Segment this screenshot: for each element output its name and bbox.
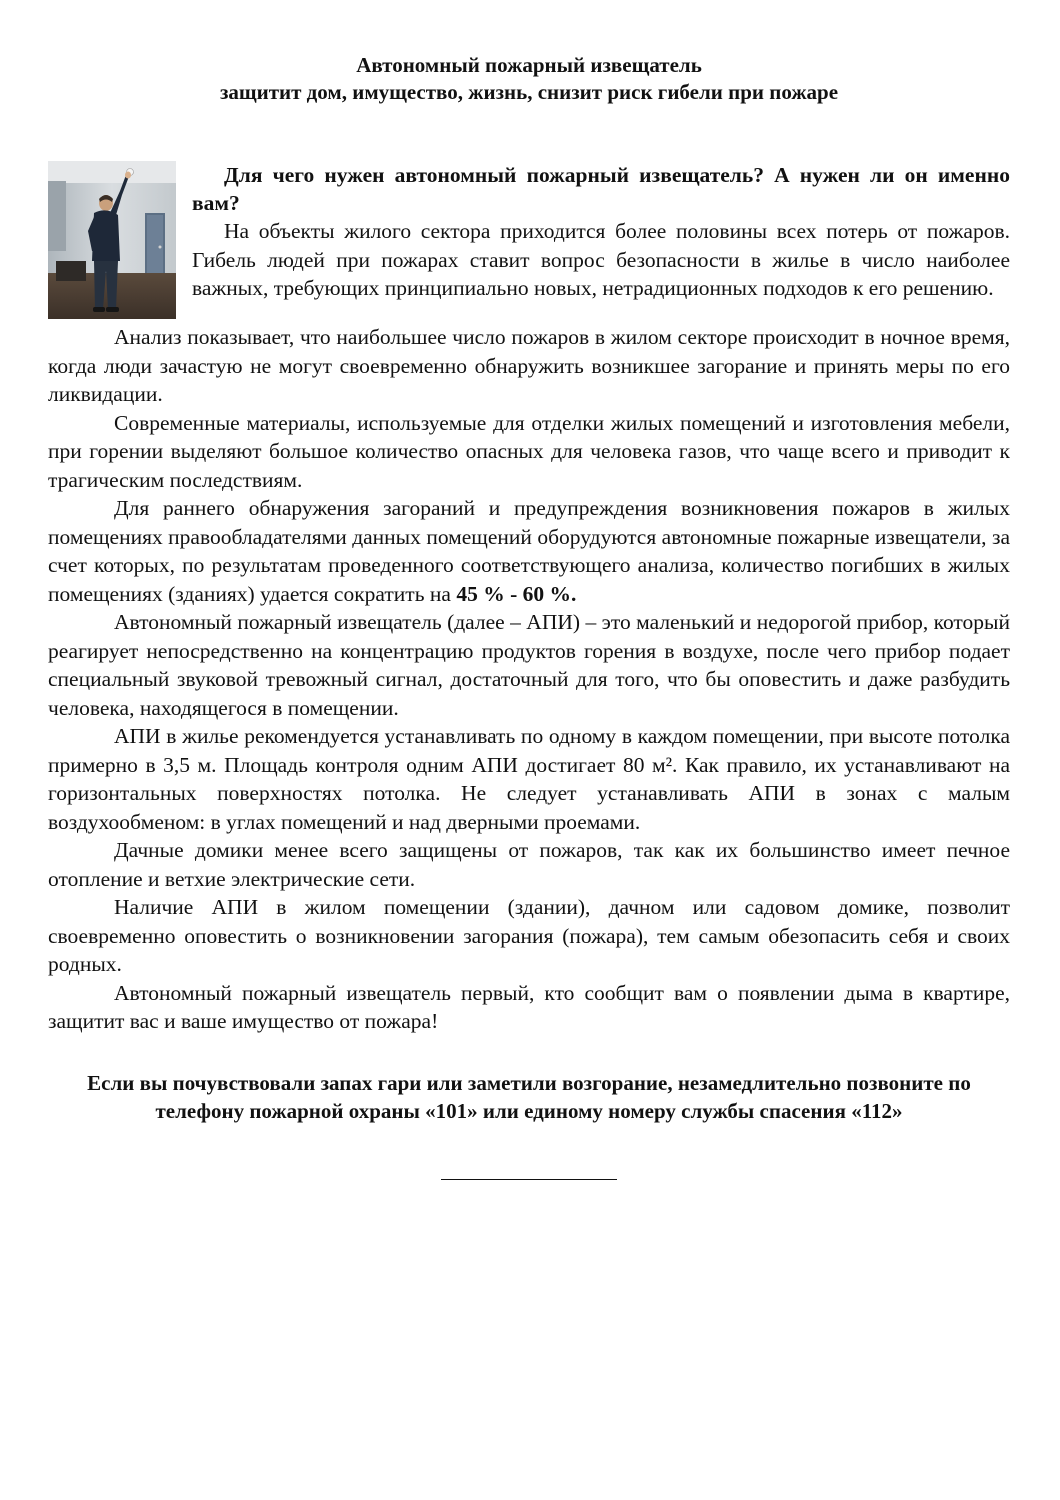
intro-text-block: [192, 161, 1010, 303]
intro-paragraph: На объекты жилого сектора приходится более половины всех потерь от пожаров. Гибель людей при пожарах ставит вопрос безопасности в жилье в число наиболее важных, требующих принципиально новых, нетрадиционных подходов к его решению.: [192, 219, 1010, 300]
title-line-1: Автономный пожарный извещатель: [356, 53, 702, 77]
paragraph-materials: Современные материалы, используемые для отделки жилых помещений и изготовления мебели, при горении выделяют большое количество опасных для человека газов, что чаще всего и приводит к трагическим последствиям.: [48, 410, 1010, 492]
person-installing-smoke-detector-photo: [48, 161, 176, 319]
document-title: [48, 52, 1010, 106]
closing-rule: [441, 1179, 617, 1180]
paragraph-conclusion: Автономный пожарный извещатель первый, кто сообщит вам о появлении дыма в квартире, защитит вас и ваше имущество от пожара!: [48, 980, 1010, 1033]
paragraph-installation: АПИ в жилье рекомендуется устанавливать по одному в каждом помещении, при высоте потолка примерно в 3,5 м. Площадь контроля одним АПИ достигает 80 м². Как правило, их устанавливают на горизонтальных поверхностях потолка. Не следует устанавливать АПИ в зонах с малым воздухообменом: в углах помещений и над дверными проемами.: [48, 724, 1010, 834]
paragraph-benefit: Наличие АПИ в жилом помещении (здании), дачном или садовом домике, позволит своевременно оповестить о возникновении загорания (пожара), тем самым обезопасить себя и своих родных.: [48, 895, 1010, 976]
paragraph-early-detection: [48, 494, 1010, 608]
intro-section: [48, 161, 1010, 323]
document-page: [48, 52, 1010, 1180]
paragraph-api-definition: Автономный пожарный извещатель (далее – АПИ) – это маленький и недорогой прибор, который реагирует непосредственно на концентрацию продуктов горения в воздухе, после чего прибор подает специальный звуковой тревожный сигнал, достаточный для того, что бы оповестить и даже разбудить человека, находящегося в помещении.: [48, 610, 1010, 720]
reduction-percentage: 45 % - 60 %.: [456, 581, 577, 606]
paragraph-early-detection-text: Для раннего обнаружения загораний и предупреждения возникновения пожаров в жилых помещениях правообладателями данных помещений оборудуются автономные пожарные извещатели, за счет которых, по результатам проведенного соответствующего анализа, количество погибших в жилых помещениях (зданиях) удается сократить на: [48, 496, 1010, 606]
paragraph-analysis: Анализ показывает, что наибольшее число пожаров в жилом секторе происходит в ночное время, когда люди зачастую не могут своевременно обнаружить возникшее загорание и принять меры по его ликвидации.: [48, 325, 1010, 406]
intro-heading: Для чего нужен автономный пожарный извещатель? А нужен ли он именно вам?: [192, 163, 1010, 215]
title-line-2: защитит дом, имущество, жизнь, снизит риск гибели при пожаре: [219, 80, 839, 104]
paragraph-dachas: Дачные домики менее всего защищены от пожаров, так как их большинство имеет печное отопление и ветхие электрические сети.: [48, 838, 1010, 891]
emergency-notice: Если вы почувствовали запах гари или заметили возгорание, незамедлительно позвоните по телефону пожарной охраны «101» или единому номеру службы спасения «112»: [87, 1070, 971, 1123]
